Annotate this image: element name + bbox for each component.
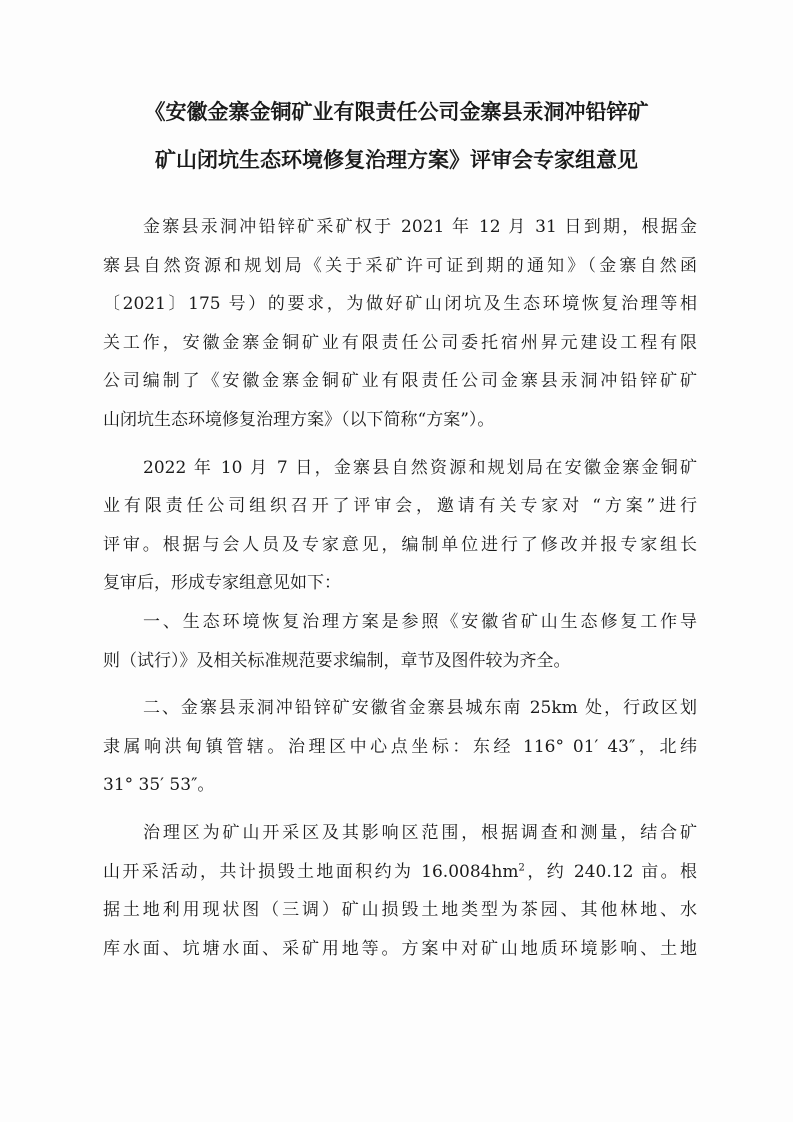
paragraph-line: 隶属响洪甸镇管辖。治理区中心点坐标：东经 116° 01′ 43″，北纬 xyxy=(103,736,697,757)
paragraph-line: 复审后，形成专家组意见如下： xyxy=(103,573,341,594)
paragraph-3 xyxy=(103,603,697,680)
paragraph-line: 二、金寨县汞洞冲铅锌矿安徽省金寨县城东南 25km 处，行政区划 xyxy=(143,698,697,719)
paragraph-line: 山闭坑生态环境修复治理方案》（以下简称“方案”）。 xyxy=(103,409,495,430)
paragraph-line: 寨县自然资源和规划局《关于采矿许可证到期的通知》（金寨自然函 xyxy=(103,255,697,276)
paragraph-2 xyxy=(103,449,697,603)
paragraph-line: 31° 35′ 53″。 xyxy=(103,775,215,796)
paragraph-line: 公司编制了《安徽金寨金铜矿业有限责任公司金寨县汞洞冲铅锌矿矿 xyxy=(103,371,697,392)
paragraph-line: 治理区为矿山开采区及其影响区范围，根据调查和测量，结合矿 xyxy=(143,822,697,843)
paragraph-line: 关工作，安徽金寨金铜矿业有限责任公司委托宿州昇元建设工程有限 xyxy=(103,332,697,353)
paragraph-5 xyxy=(103,814,697,968)
paragraph-4 xyxy=(103,689,697,805)
document-title-line-2: 矿山闭坑生态环境修复治理方案》评审会专家组意见 xyxy=(155,148,638,172)
paragraph-line: 据土地利用现状图（三调）矿山损毁土地类型为茶园、其他林地、水 xyxy=(103,900,697,921)
paragraph-line: 库水面、坑塘水面、采矿用地等。方案中对矿山地质环境影响、土地 xyxy=(103,938,697,959)
area-text-tail: ，约 240.12 亩。根 xyxy=(524,861,697,882)
area-unit-superscript: 2 xyxy=(518,861,525,873)
paragraph-line xyxy=(103,853,697,892)
paragraph-line: 业有限责任公司组织召开了评审会，邀请有关专家对 “方案”进行 xyxy=(103,496,697,517)
paragraph-1 xyxy=(103,208,697,440)
document-body xyxy=(103,208,697,968)
paragraph-line: 评审。根据与会人员及专家意见，编制单位进行了修改并报专家组长 xyxy=(103,534,697,555)
paragraph-line: 2022 年 10 月 7 日，金寨县自然资源和规划局在安徽金寨金铜矿 xyxy=(143,457,697,478)
paragraph-line: 一、生态环境恢复治理方案是参照《安徽省矿山生态修复工作导 xyxy=(143,611,697,632)
area-text: 山开采活动，共计损毁土地面积约为 16.0084hm xyxy=(103,861,519,882)
document-title-line-1: 《安徽金寨金铜矿业有限责任公司金寨县汞洞冲铅锌矿 xyxy=(144,100,649,124)
paragraph-line: 则（试行）》及相关标准规范要求编制，章节及图件较为齐全。 xyxy=(103,650,571,671)
paragraph-line: 金寨县汞洞冲铅锌矿采矿权于 2021 年 12 月 31 日到期，根据金 xyxy=(143,217,697,237)
paragraph-line: 〔2021〕175 号）的要求，为做好矿山闭坑及生态环境恢复治理等相 xyxy=(103,294,697,315)
